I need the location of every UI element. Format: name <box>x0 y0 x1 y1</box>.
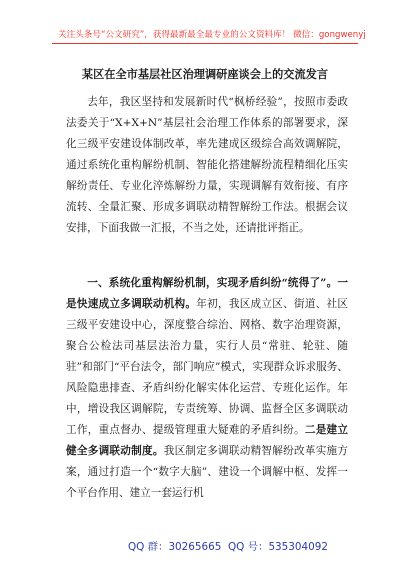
section-1-heading: 一、系统化重构解纷机制，实现矛盾纠纷“统得了”。 <box>87 277 338 289</box>
footer-qq-group: QQ 群：30265665 <box>128 541 222 553</box>
header-divider <box>52 43 358 44</box>
footer <box>0 538 408 558</box>
footer-qq-number: QQ 号：535304092 <box>228 541 328 553</box>
point-2-label: 二是建立健全多调联动制度。 <box>66 424 349 457</box>
point-1-label: 一是快速成立多调联动机构。 <box>66 277 348 310</box>
header-bar <box>0 0 408 44</box>
point-1-text: 年初，我区成立区、街道、社区三级平安建设中心，深度整合综治、网格、数字治理资源，聚合公检法司基层法治力量，实行人员“常驻、轮驻、随驻”和部门“平台法令，部门响应”模式，实现群众诉求服务、风险隐患排查、矛盾纠纷化解实体化运营、专班化运作。年中，增设我区调解院，专责统筹、协调、监督全区多调联动工作，重点督办、提级管理重大疑难的矛盾纠纷。 <box>66 298 349 436</box>
document-title: 某区在全市基层社区治理调研座谈会上的交流发言 <box>81 67 329 81</box>
point-2-text: 我区制定多调联动精智解纷改革实施方案，通过打造一个“数字大脑”、建设一个调解中枢、发挥一个平台作用、建立一套运行机 <box>66 445 349 499</box>
intro-paragraph: 去年，我区坚持和发展新时代“枫桥经验”，按照市委政法委关于“X+X+N”基层社会治理工作体系的部署要求，深化三级平安建设体制改革，率先建成区级综合高效调解院，通过系统化重构解纷机制、智能化搭建解纷流程精细化压实解纷责任、专业化淬炼解纷力量，实现调解有效衔接、有序流转、全量汇聚、形成多调联动精智解纷工作法。根据会议安排，下面我做一汇报，不当之处，还请批评指正。 <box>66 96 348 234</box>
section-1-paragraph <box>66 273 348 504</box>
header-promo-text: 关注头条号“公文研究”，获得最新最全最专业的公文资料库！ 微信：gongwenyj <box>58 30 366 40</box>
